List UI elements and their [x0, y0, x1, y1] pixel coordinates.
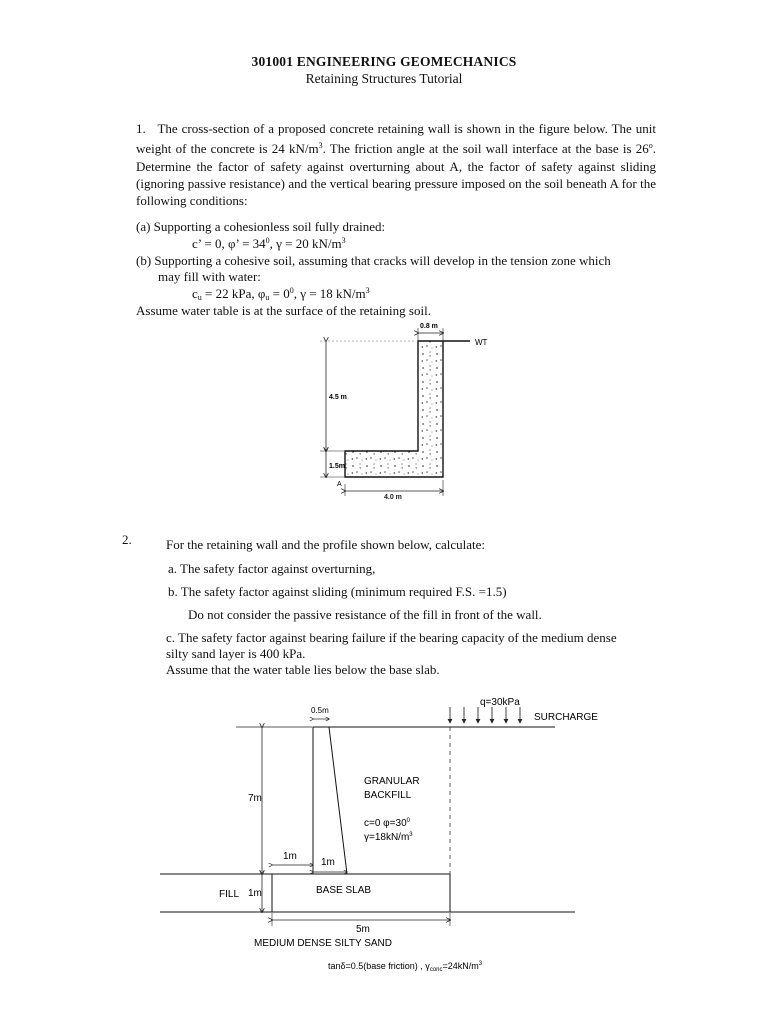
- wt-label: WT: [475, 338, 488, 347]
- friction-note: tanδ=0.5(base friction) , $\gamma_{conc}=24kN/m^3$: [328, 961, 483, 973]
- question-2-item-b-note: Do not consider the passive resistance of the fill in front of the wall.: [188, 607, 542, 622]
- question-2-number: 2.: [122, 532, 132, 547]
- question-1-number: 1.: [136, 121, 146, 136]
- dim-1m-right-label: 1m: [321, 857, 335, 868]
- question-2-item-a: a. The safety factor against overturning,: [168, 561, 376, 576]
- question-2-assumption: Assume that the water table lies below the base slab.: [166, 662, 440, 677]
- dim-1m-slab-label: 1m: [248, 888, 262, 899]
- surcharge-q-label: q=30kPa: [480, 697, 520, 708]
- question-1-paragraph: 1. The cross-section of a proposed concrete retaining wall is shown in the figure below. The unit weight of the concrete is 24 $kN/m^3$. The friction angle at the soil wall interface at the base is 26$^o$. Determine the factor of safety against overturning about A, the factor of safety against sliding (ignoring passive resistance) and the vertical bearing pressure imposed on the soil beneath A for the following conditions:: [136, 121, 656, 209]
- stem-top-label: 0.5m: [311, 706, 329, 715]
- question-2-intro: For the retaining wall and the profile shown below, calculate:: [166, 537, 486, 552]
- dim-5m-label: 5m: [356, 924, 370, 935]
- dim-width-label: 4.0 m: [384, 494, 402, 501]
- granular-label: GRANULAR: [364, 776, 420, 787]
- dim-7m-label: 7m: [248, 793, 262, 804]
- document-title: 301001 ENGINEERING GEOMECHANICS: [251, 54, 517, 69]
- question-2-item-c-cont: silty sand layer is 400 kPa.: [166, 646, 306, 661]
- question-2-item-c: c. The safety factor against bearing failure if the bearing capacity of the medium dense: [166, 630, 617, 645]
- surcharge-label: SURCHARGE: [534, 712, 598, 723]
- base-slab-label: BASE SLAB: [316, 885, 372, 896]
- dim-base-label: 1.5m: [329, 463, 345, 470]
- backfill-props-1: c=0 $\varphi=30^0$: [364, 818, 410, 829]
- dim-1m-left-label: 1m: [283, 851, 297, 862]
- document-subtitle: Retaining Structures Tutorial: [305, 71, 463, 86]
- condition-b-cont: may fill with water:: [158, 269, 261, 284]
- question-2-item-b: b. The safety factor against sliding (minimum required F.S. =1.5): [168, 584, 507, 599]
- backfill-props-2: $\gamma=18kN/m^3$: [364, 832, 413, 843]
- point-a-label: A: [337, 481, 342, 488]
- condition-b: (b) Supporting a cohesive soil, assuming that cracks will develop in the tension zone which: [136, 253, 611, 268]
- dim-top-label: 0.8 m: [420, 323, 438, 330]
- question-1-assumption: Assume water table is at the surface of the retaining soil.: [136, 303, 431, 318]
- wall-stem: [313, 727, 347, 874]
- condition-a: (a) Supporting a cohesionless soil fully drained:: [136, 219, 386, 234]
- fill-label: FILL: [219, 889, 240, 900]
- condition-b-params: $c_u = 22$ kPa, $\varphi_u = 0^0$, γ = 18 $kN/m^3$: [192, 286, 370, 302]
- silty-sand-label: MEDIUM DENSE SILTY SAND: [254, 938, 392, 949]
- dim-height-label: 4.5 m: [329, 394, 347, 401]
- backfill-label: BACKFILL: [364, 790, 412, 801]
- condition-a-params: c’ = 0, φ’ = $34^0$, γ = 20 $kN/m^3$: [192, 236, 346, 251]
